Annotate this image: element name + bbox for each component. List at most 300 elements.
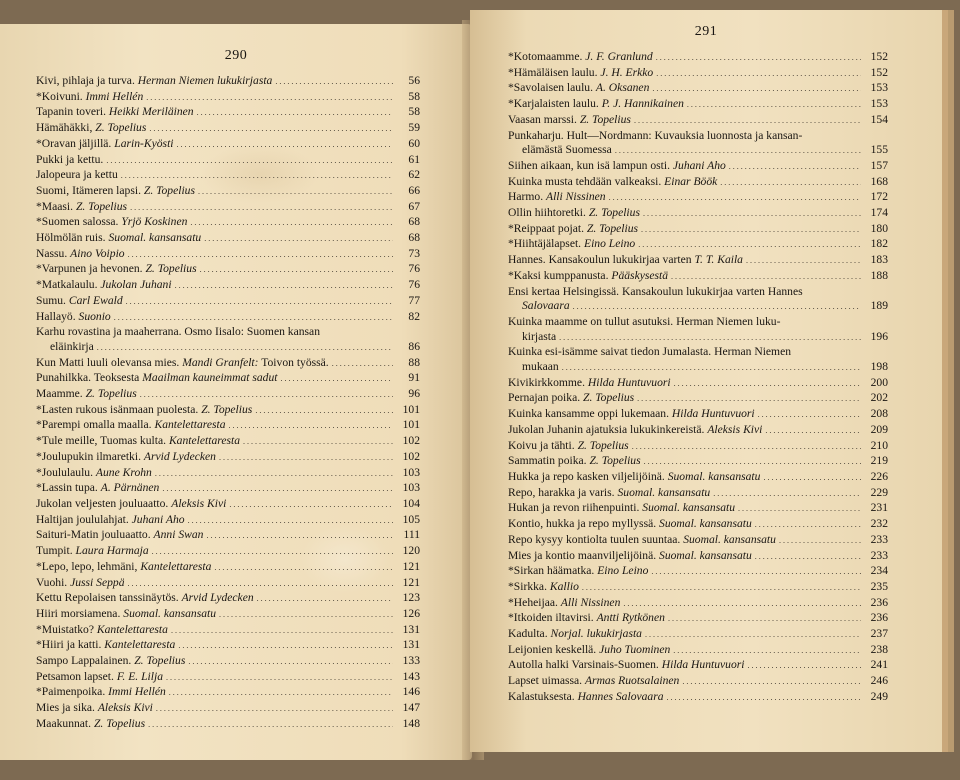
entry-title: Pernajan poika. (508, 391, 581, 405)
entry-page: 246 (870, 674, 888, 688)
entry-title: Hukka ja repo kasken viljelijöinä. (508, 469, 665, 483)
entry-text (36, 497, 226, 512)
entry-continuation-text: mukaan (522, 360, 559, 374)
entry-line-1 (508, 315, 888, 330)
entry-text (36, 434, 240, 449)
entry-title: *Lasten rukous isänmaan puolesta. (36, 402, 199, 416)
toc-entry (508, 113, 888, 129)
entry-page: 154 (870, 112, 888, 126)
leader-dots (656, 50, 861, 66)
leader-dots (582, 580, 861, 596)
entry-text (36, 74, 272, 89)
entry-author: Juho Tuominen (599, 642, 671, 656)
toc-entry (508, 391, 888, 407)
entry-title: Kivikirkkomme. (508, 375, 585, 389)
toc-entry (36, 528, 420, 544)
entry-author: Juhani Aho (131, 512, 185, 526)
entry-title: Saituri-Matin jouluaatto. (36, 528, 151, 542)
leader-dots (674, 376, 861, 392)
entry-title: Koivu ja tähti. (508, 438, 575, 452)
toc-entry (36, 513, 420, 529)
entry-page: 237 (870, 627, 888, 641)
toc-entry (36, 137, 420, 153)
entry-text (36, 121, 146, 136)
entry-page: 233 (870, 548, 888, 562)
entry-text (36, 371, 278, 386)
entry-author: Immi Hellén (85, 89, 144, 103)
entry-text (508, 596, 620, 611)
entry-title: Harmo. (508, 190, 544, 204)
entry-title: Vaasan marssi. (508, 112, 577, 126)
toc-entry (36, 418, 420, 434)
toc-entry (36, 310, 420, 326)
toc-entry (508, 580, 888, 596)
entry-page: 226 (870, 469, 888, 483)
entry-title: *Itkoiden iltavirsi. (508, 611, 594, 625)
entry-title: *Maasi. (36, 199, 74, 213)
entry-text (36, 717, 145, 732)
entry-author: Armas Ruotsalainen (584, 674, 680, 688)
entry-author: Z. Topelius (95, 121, 147, 135)
toc-entry (36, 247, 420, 263)
entry-continuation (36, 340, 94, 355)
toc-entry (508, 97, 888, 113)
toc-entry (36, 90, 420, 106)
entry-page: 153 (870, 81, 888, 95)
leader-dots (755, 517, 861, 533)
entry-continuation-text: eläinkirja (50, 339, 94, 353)
entry-text (36, 356, 329, 371)
entry-text (508, 611, 665, 626)
entry-text (508, 470, 760, 485)
entry-author: Norjal. lukukirjasta (550, 627, 642, 641)
entry-title: *Hiihtäjälapset. (508, 237, 582, 251)
entry-continuation-text: elämästä Suomessa (522, 143, 612, 157)
toc-entry (36, 294, 420, 310)
entry-title: Suomi, Itämeren lapsi. (36, 183, 141, 197)
entry-title: Kontio, hukka ja repo myllyssä. (508, 517, 657, 531)
entry-author: Aleksis Kivi (171, 496, 227, 510)
leader-dots (200, 262, 393, 278)
toc-entry (36, 434, 420, 450)
entry-author: J. F. Granlund (585, 50, 653, 63)
entry-page: 101 (402, 418, 420, 432)
entry-author: Juhani Aho (672, 158, 726, 172)
entry-text (36, 105, 194, 120)
entry-title: *Joulupukin ilmaretki. (36, 449, 141, 463)
toc-entry (508, 407, 888, 423)
toc-entry (36, 717, 420, 733)
entry-text (36, 137, 174, 152)
entry-author: Kantelettaresta (168, 434, 240, 448)
entry-text (508, 690, 664, 705)
entry-author: Mandi Granfelt: (182, 355, 259, 369)
toc-entry (36, 654, 420, 670)
entry-title: Siihen aikaan, kun isä lampun osti. (508, 158, 670, 172)
toc-entry (36, 403, 420, 419)
entry-author: Antti Rytkönen (596, 611, 665, 625)
entry-author: Aune Krohn (95, 465, 152, 479)
entry-author-extra: T. T. Kaila (694, 253, 743, 267)
entry-text (36, 576, 125, 591)
entry-text (508, 50, 653, 65)
entry-title: Repo kysyy kontiolta tuulen suuntaa. (508, 532, 681, 546)
entry-page: 174 (870, 206, 888, 220)
entry-title-extra: Suomen kansan (246, 325, 320, 339)
toc-entry (36, 356, 420, 372)
entry-text (508, 269, 668, 284)
leader-dots (206, 528, 393, 544)
entry-author: Z. Topelius (143, 183, 195, 197)
toc-entry (508, 285, 888, 315)
entry-title: *Kotomaamme. (508, 50, 583, 63)
entry-line-1 (36, 325, 420, 340)
toc-entry (36, 576, 420, 592)
entry-text (36, 231, 201, 246)
page-number: 290 (224, 48, 248, 63)
entry-title: Mies ja kontio maanviljelijöinä. (508, 548, 657, 562)
entry-page: 68 (408, 231, 420, 245)
toc-entry (508, 345, 888, 375)
right-page (470, 10, 942, 752)
entry-title: Tapanin toveri. (36, 105, 107, 119)
toc-entry (508, 690, 888, 706)
entry-text (508, 407, 755, 422)
entry-page: 60 (408, 136, 420, 150)
leader-dots (682, 674, 861, 690)
leader-dots (755, 549, 861, 565)
entry-title: Ollin hiihtoretki. (508, 206, 586, 220)
entry-page: 249 (870, 689, 888, 703)
entry-page: 77 (408, 293, 420, 307)
leader-dots (729, 159, 861, 175)
entry-title: Karhu rovastina ja maaherrana. (36, 325, 182, 339)
entry-text (508, 643, 670, 658)
entry-page: 208 (870, 407, 888, 421)
entry-text (36, 90, 143, 105)
entry-text (36, 387, 137, 402)
leader-dots (673, 643, 861, 659)
entry-text (36, 513, 185, 528)
leader-dots (738, 501, 861, 517)
entry-author: Suomal. kansansatu (683, 532, 776, 546)
entry-title: Pukki ja kettu. (36, 152, 104, 166)
entry-title: Sumu. (36, 293, 66, 307)
entry-page: 180 (870, 221, 888, 235)
leader-dots (121, 168, 393, 184)
leader-dots (177, 137, 393, 153)
toc-entry (36, 371, 420, 387)
entry-text (36, 310, 111, 325)
leader-dots (162, 481, 393, 497)
entry-line-2 (36, 340, 420, 356)
entry-text (508, 674, 679, 689)
entry-page: 62 (408, 168, 420, 182)
entry-author: Aino Voipio (70, 246, 125, 260)
leader-dots (644, 454, 861, 470)
entry-page: 168 (870, 174, 888, 188)
leader-dots (166, 670, 393, 686)
entry-line-2 (508, 299, 888, 315)
entry-page: 182 (870, 237, 888, 251)
entry-title: *Muistatko? (36, 622, 94, 636)
entry-author: Suomal. kansansatu (667, 469, 761, 483)
entry-text (36, 247, 125, 262)
entry-author: Alli Nissinen (546, 190, 606, 204)
entry-title: Jukolan veljesten jouluaatto. (36, 496, 169, 510)
entry-text (508, 391, 634, 406)
entry-text (508, 454, 641, 469)
left-page (0, 24, 472, 760)
toc-entry (508, 423, 888, 439)
entry-text (36, 685, 166, 700)
leader-dots (573, 299, 861, 315)
toc-entry (508, 222, 888, 238)
leader-dots (229, 497, 393, 513)
entry-title: *Karjalaisten laulu. (508, 97, 599, 111)
leader-dots (188, 654, 393, 670)
entry-continuation (508, 360, 559, 375)
leader-dots (638, 237, 861, 253)
entry-text (36, 153, 103, 168)
toc-entry (508, 190, 888, 206)
entry-text (36, 215, 187, 230)
entry-text (36, 466, 152, 481)
leader-dots (257, 591, 393, 607)
entry-text (36, 670, 163, 685)
entry-title: Punahilkka. (36, 371, 92, 385)
entry-title-extra: Teoksesta (93, 371, 140, 385)
leader-dots (214, 560, 393, 576)
entry-page: 232 (870, 517, 888, 531)
entry-continuation (508, 143, 612, 158)
entry-text (508, 533, 776, 548)
entry-title: *Varpunen ja hevonen. (36, 262, 143, 276)
leader-dots (204, 231, 393, 247)
entry-author: Z. Topelius (588, 206, 640, 220)
entry-text (36, 591, 254, 606)
entry-page: 210 (870, 438, 888, 452)
leader-dots (128, 576, 393, 592)
entry-page: 120 (402, 544, 420, 558)
entry-text (36, 294, 123, 309)
entry-page: 172 (870, 190, 888, 204)
leader-dots (651, 564, 861, 580)
leader-dots (140, 387, 393, 403)
toc-list (36, 74, 420, 733)
entry-page: 146 (402, 685, 420, 699)
entry-text (36, 262, 197, 277)
toc-entry (36, 466, 420, 482)
entry-author: Z. Topelius (589, 454, 641, 468)
entry-page: 133 (402, 654, 420, 668)
entry-text (508, 517, 752, 532)
entry-author: Laura Harmaja (75, 544, 149, 558)
toc-entry (36, 387, 420, 403)
entry-page: 236 (870, 595, 888, 609)
toc-entry (36, 685, 420, 701)
leader-dots (641, 222, 861, 238)
entry-page: 102 (402, 449, 420, 463)
toc-entry (36, 481, 420, 497)
entry-page: 86 (408, 339, 420, 353)
entry-author: Pääskysestä (611, 268, 669, 282)
leader-dots (169, 685, 393, 701)
leader-dots (114, 310, 393, 326)
entry-page: 202 (870, 391, 888, 405)
entry-title: Hannes. (508, 253, 546, 267)
toc-entry (508, 658, 888, 674)
entry-author: A. Oksanen (595, 81, 650, 95)
entry-text (36, 654, 185, 669)
leader-dots (668, 611, 861, 627)
entry-author: Herman Niemen lukukirjasta (137, 74, 273, 87)
entry-page: 96 (408, 387, 420, 401)
leader-dots (149, 121, 393, 137)
entry-title: Vuohi. (36, 575, 68, 589)
entry-title: Hukan ja revon riihenpuinti. (508, 501, 640, 515)
entry-text (36, 450, 216, 465)
entry-page: 233 (870, 532, 888, 546)
leader-dots (281, 371, 394, 387)
entry-page: 148 (402, 716, 420, 730)
entry-title: *Tule meille, Tuomas kulta. (36, 434, 167, 448)
entry-text (508, 66, 653, 81)
entry-title: Punkaharju. (508, 128, 564, 142)
leader-dots (765, 423, 861, 439)
entry-title: Lapset uimassa. (508, 674, 583, 688)
entry-page: 155 (870, 143, 888, 157)
entry-title: Tumpit. (36, 544, 73, 558)
toc-entry (508, 66, 888, 82)
entry-text (36, 701, 153, 716)
toc-entry (508, 643, 888, 659)
toc-entry (508, 206, 888, 222)
entry-title: Jalopeura ja kettu (36, 168, 118, 182)
entry-page: 234 (870, 564, 888, 578)
entry-page: 68 (408, 215, 420, 229)
entry-title: Hallayö. (36, 309, 76, 323)
entry-page: 241 (870, 658, 888, 672)
toc-entry (36, 638, 420, 654)
entry-page: 88 (408, 355, 420, 369)
leader-dots (156, 701, 393, 717)
toc-entry (36, 497, 420, 513)
leader-dots (146, 90, 393, 106)
entry-title: Nassu. (36, 246, 68, 260)
entry-author: Suomal. kansansatu (108, 231, 202, 245)
entry-text (36, 544, 149, 559)
entry-text (508, 206, 640, 221)
entry-author: P. J. Hannikainen (601, 97, 684, 111)
entry-author: Hilda Huntuvuori (661, 658, 745, 672)
leader-dots (763, 470, 861, 486)
entry-page: 196 (870, 329, 888, 343)
entry-text (508, 159, 726, 174)
entry-text (36, 481, 159, 496)
entry-page: 123 (402, 591, 420, 605)
entry-title: *Suomen salossa. (36, 215, 119, 229)
entry-page: 76 (408, 262, 420, 276)
entry-author: Eino Leino (584, 237, 636, 251)
entry-title-extra: Kansakoulun lukukirjaa varten (622, 284, 765, 298)
entry-text (36, 278, 172, 293)
leader-dots (623, 596, 861, 612)
entry-page: 188 (870, 268, 888, 282)
entry-page: 198 (870, 360, 888, 374)
entry-title: Leijonien keskellä. (508, 642, 597, 656)
entry-title: *Reippaat pojat. (508, 221, 584, 235)
entry-title: *Oravan jäljillä. (36, 136, 112, 150)
entry-author: Z. Topelius (583, 391, 635, 405)
entry-text (508, 376, 671, 391)
entry-author: Kantelettaresta (140, 559, 212, 573)
entry-page: 231 (870, 501, 888, 515)
toc-entry (36, 184, 420, 200)
entry-title: *Joululaulu. (36, 465, 94, 479)
entry-text (36, 607, 216, 622)
entry-page: 121 (402, 559, 420, 573)
leader-dots (219, 607, 393, 623)
entry-author: Alli Nissinen (560, 595, 621, 609)
toc-entry (36, 200, 420, 216)
entry-title: Hölmölän ruis. (36, 231, 106, 245)
entry-author: Arvid Lydecken (143, 449, 216, 463)
entry-author: Suomal. kansansatu (617, 485, 711, 499)
leader-dots (275, 74, 393, 90)
entry-author: Hannes Salovaara (577, 689, 664, 703)
entry-title: *Heheijaa. (508, 595, 558, 609)
entry-title: *Sirkan häämatka. (508, 564, 595, 578)
entry-page: 111 (403, 528, 420, 542)
leader-dots (720, 175, 861, 191)
entry-title: Kivi, pihlaja ja turva. (36, 74, 135, 87)
entry-title: *Matkalaulu. (36, 278, 98, 292)
toc-entry (508, 269, 888, 285)
leader-dots (219, 450, 393, 466)
toc-entry (508, 533, 888, 549)
entry-page: 153 (870, 97, 888, 111)
entry-page: 121 (402, 575, 420, 589)
entry-author: Einar Böök (664, 174, 718, 188)
toc-entry (36, 121, 420, 137)
leader-dots (152, 544, 393, 560)
entry-author: Herman Niemen (714, 345, 792, 359)
entry-page: 236 (870, 611, 888, 625)
entry-author: Z. Topelius (586, 221, 639, 235)
entry-author: Larin-Kyösti (114, 136, 174, 150)
toc-entry (508, 237, 888, 253)
entry-author: Z. Topelius (85, 387, 137, 401)
toc-entry (36, 262, 420, 278)
entry-author: Suonio (78, 309, 111, 323)
toc-entry (36, 560, 420, 576)
entry-text (36, 200, 127, 215)
entry-title: Hämähäkki, (36, 121, 93, 135)
entry-page: 126 (402, 606, 420, 620)
leader-dots (656, 66, 861, 82)
toc-entry (508, 470, 888, 486)
leader-dots (746, 253, 861, 269)
entry-text (508, 81, 649, 96)
entry-page: 152 (870, 65, 888, 79)
toc-entry (508, 486, 888, 502)
leader-dots (190, 215, 393, 231)
entry-author: Z. Topelius (134, 654, 186, 668)
toc-entry (36, 701, 420, 717)
leader-dots (643, 206, 861, 222)
entry-text (508, 253, 743, 268)
